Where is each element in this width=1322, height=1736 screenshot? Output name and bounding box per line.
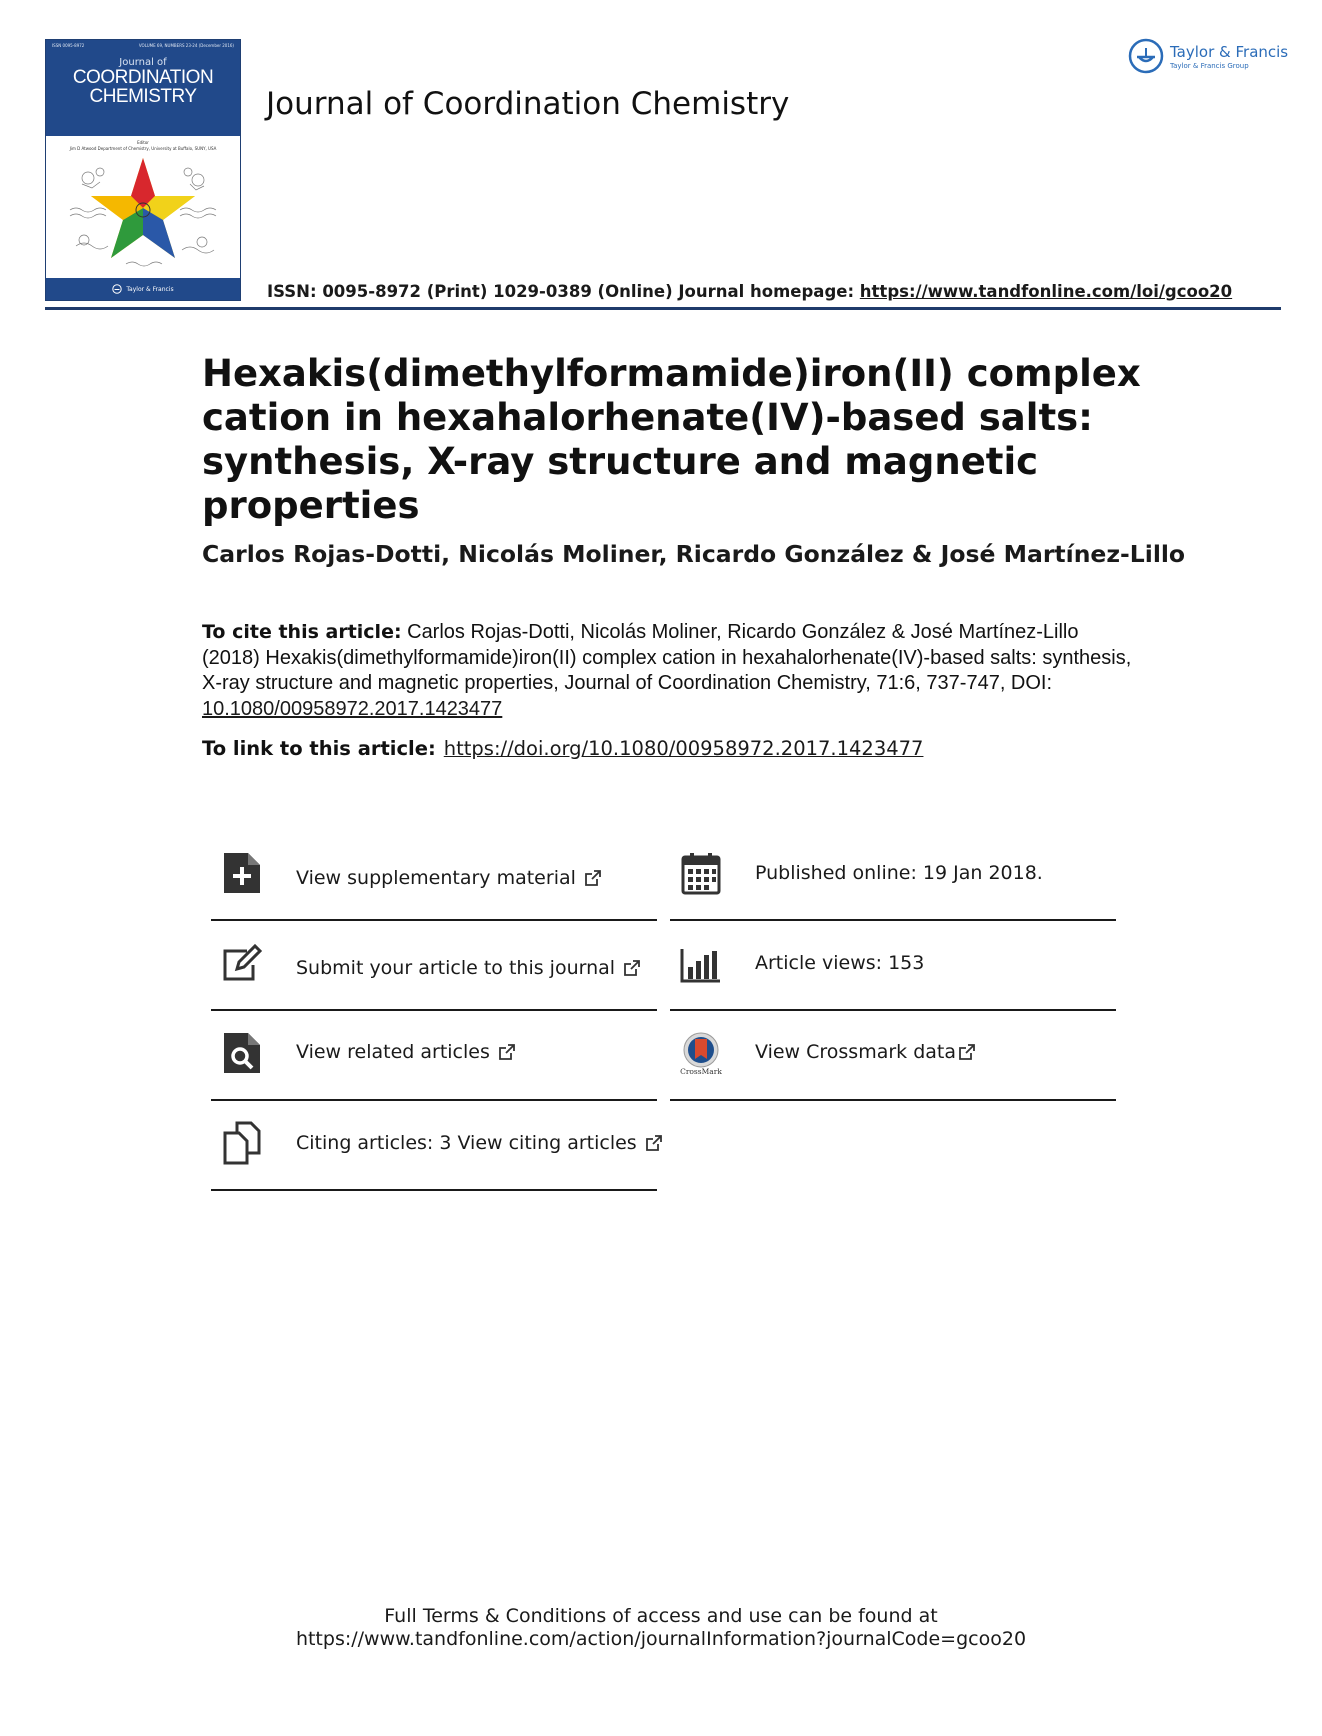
calendar-icon [680, 851, 722, 895]
publisher-logo-text: Taylor & Francis [1170, 42, 1289, 61]
crossmark-badge-text: CrossMark [680, 1067, 722, 1075]
crossmark-data-link[interactable] [670, 1009, 1116, 1101]
crossmark-data-label: View Crossmark data [755, 1041, 957, 1063]
cover-editor-name: Jim D Atwood Department of Chemistry, University at Buffalo, SUNY, USA [69, 146, 217, 151]
cover-title-line2: CHEMISTRY [89, 86, 197, 107]
citation-text: Carlos Rojas-Dotti, Nicolás Moliner, Ricardo González & José Martínez-Lillo (2018) Hexakis(dimethylformamide)iron(II) complex cation in hexahalorhenate(IV)-based salts: synthesis, X-ray structure and magnetic properties, Journal of Coordination Chemistry, 71:6, 737-747, DOI: [202, 621, 1132, 694]
crossmark-icon [680, 1031, 722, 1075]
cover-issn: ISSN 0095-8972 [52, 43, 85, 48]
terms-footer-line1: Full Terms & Conditions of access and use can be found at [384, 1605, 938, 1627]
supplementary-material-label: View supplementary material [296, 867, 576, 889]
cover-star-illustration [66, 150, 220, 270]
published-online-label: Published online: 19 Jan 2018. [755, 862, 1043, 884]
article-link-label: To link to this article: [202, 737, 436, 760]
cover-publisher [46, 278, 240, 300]
supplementary-material-link[interactable] [211, 829, 657, 921]
document-plus-icon [221, 851, 263, 895]
cover-title-line1: COORDINATION [72, 67, 214, 88]
article-authors: Carlos Rojas-Dotti, Nicolás Moliner, Ricardo González & José Martínez-Lillo [202, 540, 1186, 568]
external-link-icon [958, 1043, 976, 1061]
article-title-line2: cation in hexahalorhenate(IV)-based salts: [202, 396, 1093, 439]
article-title-line3: synthesis, X-ray structure and magnetic properties [202, 440, 1039, 527]
issn-text: ISSN: 0095-8972 (Print) 1029-0389 (Online) Journal homepage: [267, 282, 860, 301]
submit-article-link[interactable] [211, 919, 657, 1011]
cover-editor-label: Editor [137, 140, 149, 145]
edit-pencil-icon [221, 941, 263, 985]
cover-publisher-logo-icon [112, 284, 122, 294]
cover-title [46, 68, 240, 106]
bar-chart-icon [680, 941, 722, 985]
publisher-logo-subtext: Taylor & Francis Group [1170, 61, 1249, 70]
citation-label: To cite this article: [202, 621, 402, 643]
citation-doi-link[interactable]: 10.1080/00958972.2017.1423477 [202, 697, 503, 720]
documents-copy-icon [221, 1121, 263, 1165]
related-articles-label: View related articles [296, 1041, 490, 1063]
cover-journal-of: Journal of [119, 57, 167, 68]
issn-line [267, 282, 1232, 301]
citing-articles-label: Citing articles: 3 View citing articles [296, 1132, 637, 1154]
published-online-info [670, 829, 1116, 921]
cover-publisher-name: Taylor & Francis [126, 285, 174, 293]
external-link-icon [498, 1043, 516, 1061]
related-articles-link[interactable] [211, 1009, 657, 1101]
article-title-line1: Hexakis(dimethylformamide)iron(II) complex [202, 352, 1141, 395]
submit-article-label: Submit your article to this journal [296, 957, 616, 979]
external-link-icon [623, 959, 641, 977]
citation-block [202, 620, 1132, 722]
header-rule [45, 307, 1281, 310]
publisher-logo[interactable] [1128, 38, 1288, 74]
article-title [202, 352, 1222, 528]
article-doi-link[interactable]: https://doi.org/10.1080/00958972.2017.1423477 [443, 737, 924, 760]
article-views-label: Article views: 153 [755, 952, 925, 974]
terms-footer-url[interactable]: https://www.tandfonline.com/action/journalInformation?journalCode=gcoo20 [295, 1628, 1027, 1650]
external-link-icon [645, 1134, 663, 1152]
journal-homepage-link[interactable]: https://www.tandfonline.com/loi/gcoo20 [859, 282, 1233, 301]
publisher-logo-icon [1128, 38, 1164, 74]
journal-cover [45, 39, 241, 301]
article-views-info [670, 919, 1116, 1011]
terms-footer [0, 1605, 1322, 1651]
journal-name: Journal of Coordination Chemistry [266, 86, 790, 122]
article-link-line [202, 737, 923, 760]
cover-volume: VOLUME 69, NUMBERS 23-24 (December 2016) [138, 43, 234, 48]
document-search-icon [221, 1031, 263, 1075]
external-link-icon [584, 869, 602, 887]
citing-articles-link[interactable] [211, 1099, 657, 1191]
